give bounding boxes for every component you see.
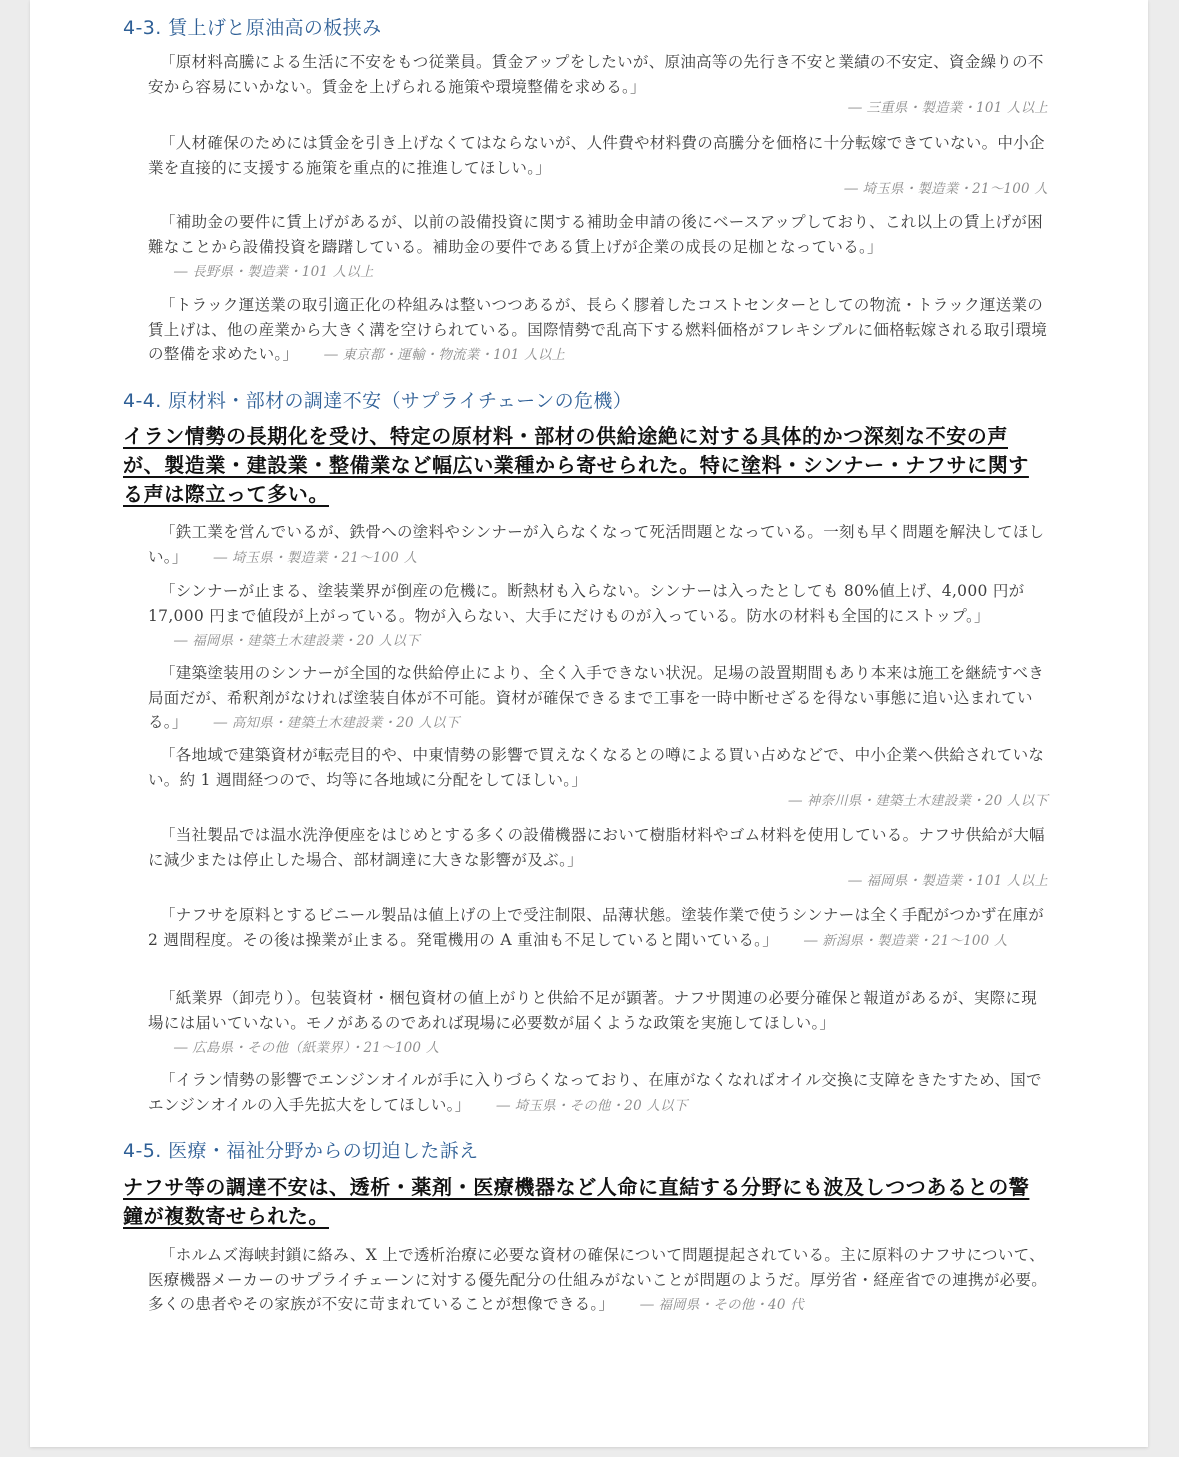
quote-item [148,50,1048,119]
section-heading-4-5: 4-5. 医療・福祉分野からの切迫した訴え [123,1140,479,1162]
quote-attribution: ― 福岡県・建築土木建設業・20 人以下 [174,633,420,649]
section-summary-4-4 [123,422,1041,509]
quote-text: 「ホルムズ海峡封鎖に絡み、X 上で透析治療に必要な資材の確保について問題提起されている。主に原料のナフサについて、医療機器メーカーのサプライチェーンに対する優先配分の仕組みがないことが問題のようだ。厚労省・経産省での連携が必要。多くの患者やその家族が不安に苛まれていることが想像できる。」 [148,1246,1048,1313]
quote-attribution: ― 東京都・運輸・物流業・101 人以上 [324,347,566,363]
quote-attribution: ― 福岡県・製造業・101 人以上 [848,873,1048,889]
quote-text: 「人材確保のためには賃金を引き上げなくてはならないが、人件費や材料費の高騰分を価格に十分転嫁できていない。中小企業を直接的に支援する施策を重点的に推進してほしい。」 [148,134,1045,177]
quote-item [148,743,1048,812]
quote-item [148,520,1048,570]
quote-text: 「原材料高騰による生活に不安をもつ従業員。賃金アップをしたいが、原油高等の先行き不安と業績の不安定、資金繰りの不安から容易にいかない。賃金を上げられる施策や環境整備を求める。」 [148,53,1044,96]
quote-text: 「イラン情勢の影響でエンジンオイルが手に入りづらくなっており、在庫がなくなればオイル交換に支障をきたすため、国でエンジンオイルの入手先拡大をしてほしい。」 [148,1071,1042,1114]
quote-item [148,1243,1048,1318]
quote-item [148,903,1048,953]
quote-attribution: ― 埼玉県・その他・20 人以下 [496,1097,688,1114]
quote-text: 「建築塗装用のシンナーが全国的な供給停止により、全く入手できない状況。足場の設置期間もあり本来は施工を継続すべき局面だが、希釈剤がなければ塗装自体が不可能。資材が確保できるまで工事を一時中断せざるを得ない事態に追い込まれている。」 [148,664,1045,731]
section-heading-4-3: 4-3. 賃上げと原油高の板挟み [123,17,382,39]
quote-item [148,210,1048,285]
quote-text: 「トラック運送業の取引適正化の枠組みは整いつつあるが、長らく膠着したコストセンターとしての物流・トラック運送業の賃上げは、他の産業から大きく溝を空けられている。国際情勢で乱高下する燃料価格がフレキシブルに価格転嫁される取引環境の整備を求めたい。」 [148,296,1048,363]
quote-item [148,1068,1048,1118]
quote-attribution: ― 広島県・その他（紙業界）・21〜100 人 [174,1040,440,1056]
quote-text: 「鉄工業を営んでいるが、鉄骨への塗料やシンナーが入らなくなって死活問題となっている。一刻も早く問題を解決してほしい。」 [148,523,1045,566]
quote-attribution: ― 福岡県・その他・40 代 [640,1297,804,1313]
section-summary-4-5 [123,1173,1041,1231]
quote-text: 「紙業界（卸売り）。包装資材・梱包資材の値上がりと供給不足が顕著。ナフサ関連の必要分確保と報道があるが、実際に現場には届いていない。モノがあるのであれば現場に必要数が届くような政策を実施してほしい。」 [148,989,1038,1032]
quote-item [148,579,1048,654]
document-page [30,0,1148,1447]
quote-attribution: ― 埼玉県・製造業・21〜100 人 [844,181,1048,197]
summary-text: ナフサ等の調達不安は、透析・薬剤・医療機器など人命に直結する分野にも波及しつつあるとの警鐘が複数寄せられた。 [123,1175,1030,1228]
quote-attribution: ― 三重県・製造業・101 人以上 [848,100,1048,116]
quote-attribution: ― 新潟県・製造業・21〜100 人 [804,932,1008,949]
quote-text: 「各地域で建築資材が転売目的や、中東情勢の影響で買えなくなるとの噂による買い占めなどで、中小企業へ供給されていない。約 1 週間経つので、均等に各地域に分配をしてほしい。」 [148,746,1045,789]
quote-item [148,293,1048,368]
quote-attribution: ― 長野県・製造業・101 人以上 [174,264,374,280]
quote-text: 「シンナーが止まる、塗装業界が倒産の危機に。断熱材も入らない。シンナーは入ったとしても 80%値上げ、4,000 円が 17,000 円まで値段が上がっている。物が入らない、大手にだけものが入っている。防水の材料も全国的にストップ。」 [148,582,1025,625]
quote-item [148,823,1048,892]
summary-text: イラン情勢の長期化を受け、特定の原材料・部材の供給途絶に対する具体的かつ深刻な不安の声が、製造業・建設業・整備業など幅広い業種から寄せられた。特に塗料・シンナー・ナフサに関する声は際立って多い。 [123,424,1029,506]
quote-text: 「補助金の要件に賃上げがあるが、以前の設備投資に関する補助金申請の後にベースアップしており、これ以上の賃上げが困難なことから設備投資を躊躇している。補助金の要件である賃上げが企業の成長の足枷となっている。」 [148,213,1043,256]
quote-attribution: ― 埼玉県・製造業・21〜100 人 [213,549,418,566]
quote-item [148,986,1048,1061]
quote-attribution: ― 高知県・建築土木建設業・20 人以下 [213,715,460,731]
quote-attribution: ― 神奈川県・建築土木建設業・20 人以下 [788,793,1048,809]
quote-text: 「当社製品では温水洗浄便座をはじめとする多くの設備機器において樹脂材料やゴム材料を使用している。ナフサ供給が大幅に減少または停止した場合、部材調達に大きな影響が及ぶ。」 [148,826,1045,869]
section-heading-4-4: 4-4. 原材料・部材の調達不安（サプライチェーンの危機） [123,390,633,412]
quote-item [148,131,1048,200]
quote-item [148,661,1048,736]
quote-text: 「ナフサを原料とするビニール製品は値上げの上で受注制限、品薄状態。塗装作業で使うシンナーは全く手配がつかず在庫が 2 週間程度。その後は操業が止まる。発電機用の A 重油も不足していると聞いている。」 [148,906,1045,949]
